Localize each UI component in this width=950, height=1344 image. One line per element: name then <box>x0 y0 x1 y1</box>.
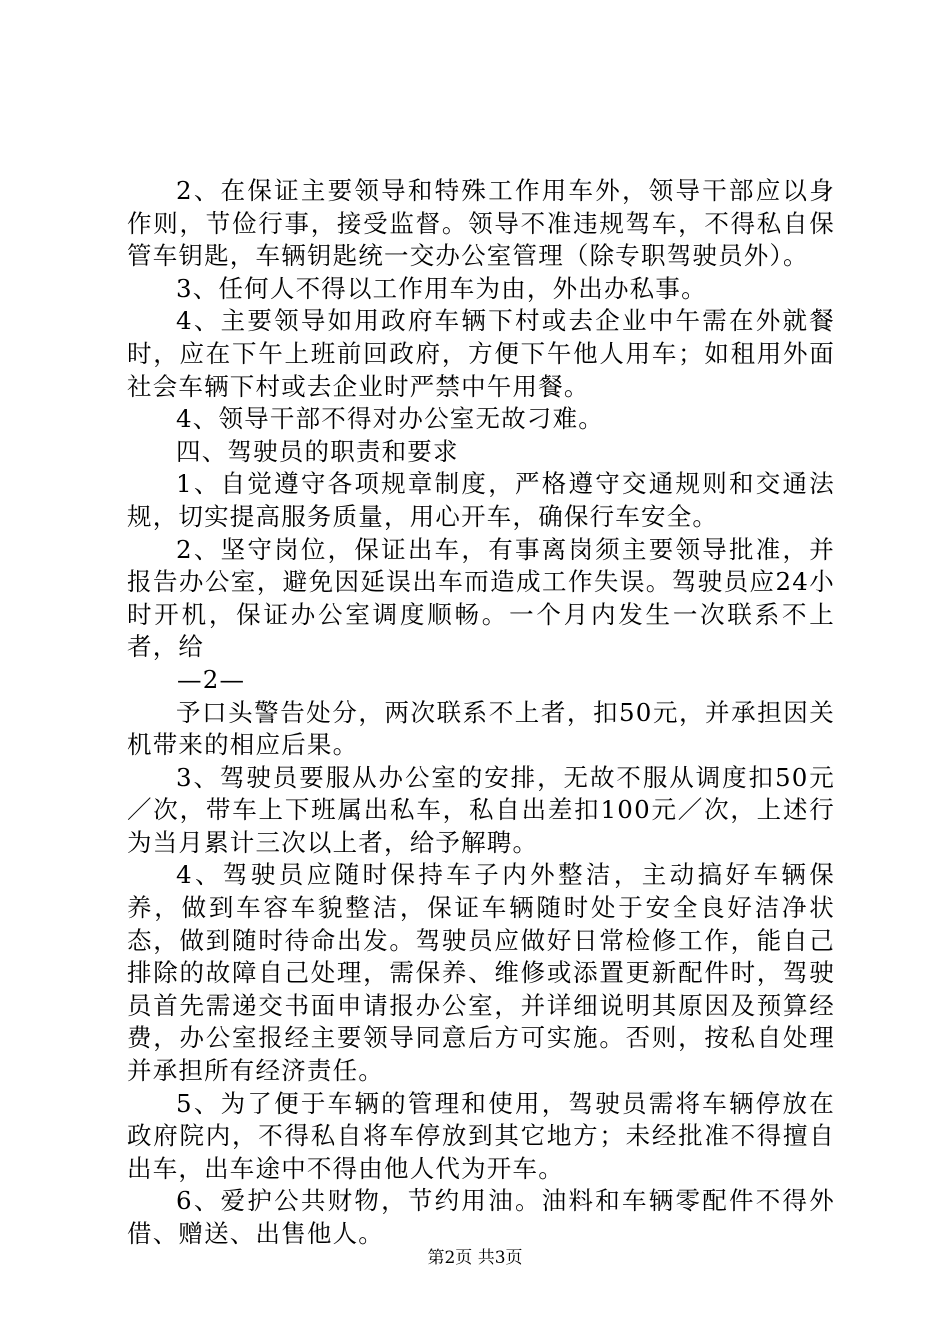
section-heading: 四、驾驶员的职责和要求 <box>176 436 459 466</box>
driver-rule-4: 4、驾驶员应随时保持车子内外整洁，主动搞好车辆保养，做到车容车貌整洁，保证车辆随时处于安全良好洁净状态，做到随时待命出发。驾驶员应做好日常检修工作，能自己排除的故障自己处理，需保养、维修或添置更新配件时，驾驶员首先需递交书面申请报办公室，并详细说明其原因及预算经费，办公室报经主要领导同意后方可实施。否则，按私自处理并承担所有经济责任。 <box>127 860 835 1086</box>
driver-rule-6: 6、爱护公共财物，节约用油。油料和车辆零配件不得外借、赠送、出售他人。 <box>127 1186 835 1248</box>
driver-rule-5: 5、为了便于车辆的管理和使用，驾驶员需将车辆停放在政府院内，不得私自将车停放到其它地方；未经批准不得擅自出车，出车途中不得由他人代为开车。 <box>127 1088 835 1183</box>
paragraph-3: 3、任何人不得以工作用车为由，外出办私事。 <box>176 273 707 303</box>
page-footer: 第2页 共3页 <box>427 1248 523 1268</box>
inline-page-marker: —2— <box>177 664 246 694</box>
driver-rule-1: 1、自觉遵守各项规章制度，严格遵守交通规则和交通法规，切实提高服务质量，用心开车，确保行车安全。 <box>127 469 835 531</box>
paragraph-2: 2、在保证主要领导和特殊工作用车外，领导干部应以身作则，节俭行事，接受监督。领导不准违规驾车，不得私自保管车钥匙，车辆钥匙统一交办公室管理（除专职驾驶员外）。 <box>127 176 835 271</box>
driver-rule-2: 2、坚守岗位，保证出车，有事离岗须主要领导批准，并报告办公室，避免因延误出车而造成工作失误。驾驶员应24小时开机，保证办公室调度顺畅。一个月内发生一次联系不上者，给 <box>127 534 835 662</box>
paragraph-4b: 4、领导干部不得对办公室无故刁难。 <box>176 404 604 434</box>
driver-rule-2-continued: 予口头警告处分，两次联系不上者，扣50元，并承担因关机带来的相应后果。 <box>127 697 835 760</box>
document-body <box>127 175 835 1251</box>
driver-rule-3: 3、驾驶员要服从办公室的安排，无故不服从调度扣50元／次，带车上下班属出私车，私自出差扣100元／次，上述行为当月累计三次以上者，给予解聘。 <box>127 762 835 857</box>
paragraph-4a: 4、主要领导如用政府车辆下村或去企业中午需在外就餐时，应在下午上班前回政府，方便下午他人用车；如租用外面社会车辆下村或去企业时严禁中午用餐。 <box>127 306 835 401</box>
